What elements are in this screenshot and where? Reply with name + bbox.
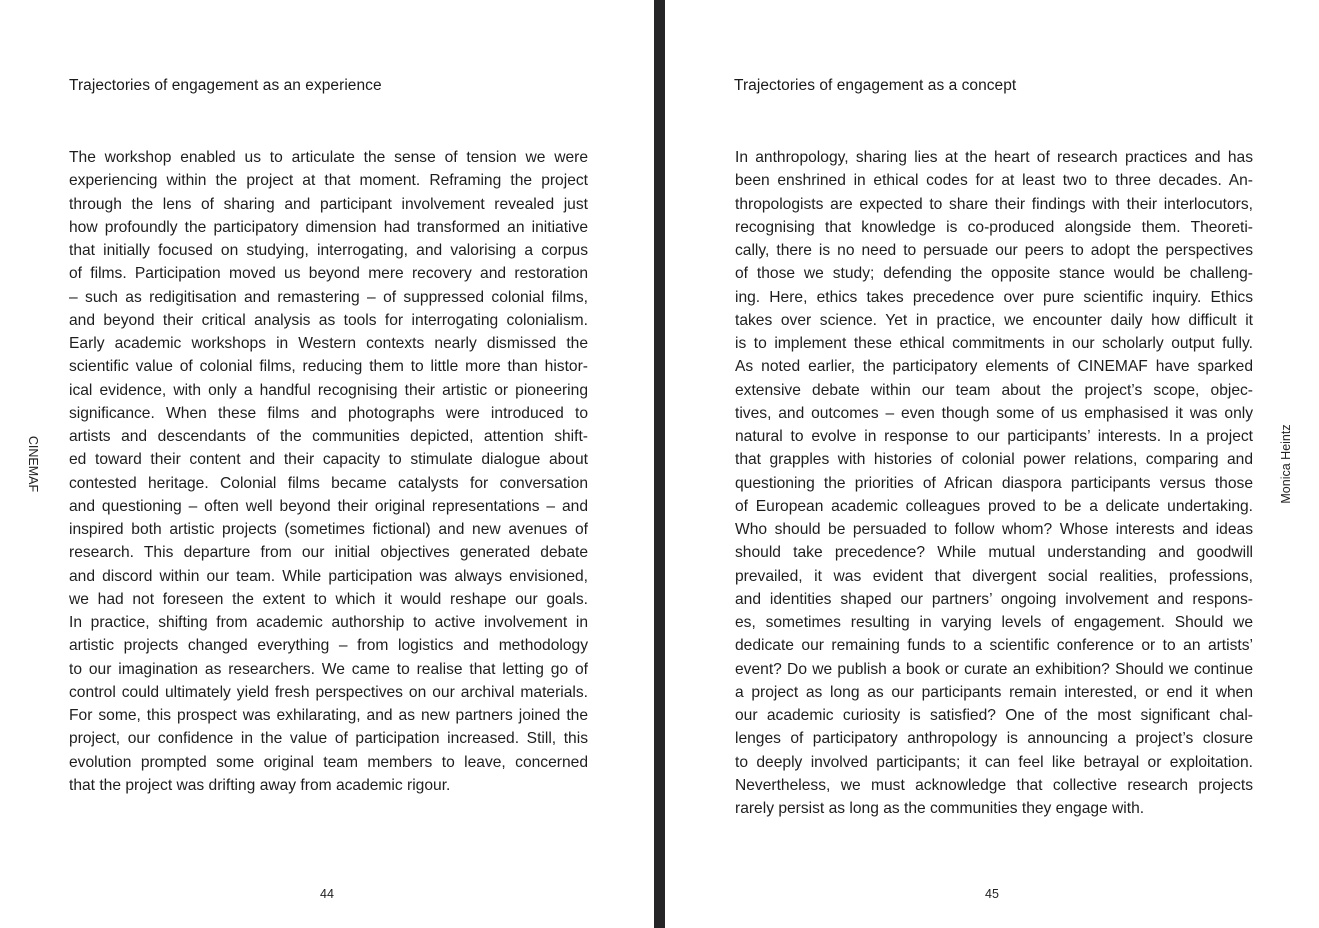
text-line: our academic curiosity is satisfied? One of the most significant chal- (735, 707, 1253, 724)
text-line: that the project was drifting away from academic rigour. (69, 776, 451, 794)
text-line: ing. Here, ethics takes precedence over pure scientific inquiry. Ethics (735, 288, 1253, 306)
text-line: es, sometimes resulting in varying levels of engagement. Should we (735, 614, 1253, 631)
text-line: control could ultimately yield fresh perspectives on our archival materials. (69, 683, 588, 701)
section-heading-experience: Trajectories of engagement as an experience (69, 77, 382, 94)
text-line: of films. Participation moved us beyond mere recovery and restoration (69, 265, 588, 283)
text-line: experiencing within the project at that moment. Reframing the project (69, 172, 588, 190)
page-number: 45 (985, 887, 999, 901)
text-line: The workshop enabled us to articulate the sense of tension we were (69, 149, 588, 166)
left-page (0, 0, 654, 928)
text-line: In practice, shifting from academic authorship to active involvement in (69, 614, 588, 631)
text-line: – such as redigitisation and remastering – of suppressed colonial films, (69, 288, 588, 306)
text-line: contested heritage. Colonial films became catalysts for conversation (69, 474, 588, 492)
text-line: and beyond their critical analysis as tools for interrogating colonialism. (69, 311, 588, 329)
text-line: questioning the priorities of African diaspora participants versus those (735, 474, 1253, 492)
text-line: Early academic workshops in Western contexts nearly dismissed the (69, 335, 588, 352)
text-line: how profoundly the participatory dimension had transformed an initiative (69, 218, 588, 236)
text-line: and questioning – often well beyond their original representations – and (69, 497, 588, 515)
text-line: a project as long as our participants remain interested, or end it when (735, 683, 1253, 701)
text-line: scientific value of colonial films, reducing them to little more than histor- (69, 358, 588, 376)
running-label-author: Monica Heintz (1279, 424, 1293, 504)
text-line: significance. When these films and photographs were introduced to (69, 404, 588, 422)
text-line: As noted earlier, the participatory elements of CINEMAF have sparked (735, 358, 1253, 376)
text-line: project, our confidence in the value of participation increased. Still, this (69, 730, 588, 748)
text-line: that initially focused on studying, interrogating, and valorising a corpus (69, 242, 588, 259)
text-line: natural to evolve in response to our participants’ interests. In a project (735, 428, 1253, 445)
body-paragraph (735, 146, 1253, 820)
text-line: lenges of participatory anthropology is announcing a project’s closure (735, 730, 1253, 748)
text-line: of those we study; defending the opposite stance would be challeng- (735, 265, 1253, 283)
running-label-project: CINEMAF (26, 435, 40, 493)
right-page (665, 0, 1319, 928)
text-line: should take precedence? While mutual understanding and goodwill (735, 544, 1253, 562)
text-line: artists and descendants of the communities depicted, attention shift- (69, 428, 588, 445)
text-line: takes over science. Yet in practice, we encounter daily how difficult it (735, 311, 1253, 329)
text-line: ical evidence, with only a handful recognising their artistic or pioneering (69, 381, 588, 399)
text-line: event? Do we publish a book or curate an exhibition? Should we continue (735, 660, 1253, 678)
text-line: to deeply involved participants; it can feel like betrayal or exploitation. (735, 753, 1253, 771)
text-line: In anthropology, sharing lies at the heart of research practices and has (735, 149, 1253, 166)
text-line: Nevertheless, we must acknowledge that collective research projects (735, 776, 1253, 794)
text-line: recognising that knowledge is co-produced alongside them. Theoreti- (735, 218, 1253, 236)
text-line: Who should be persuaded to follow whom? Whose interests and ideas (735, 521, 1253, 538)
body-paragraph (69, 146, 588, 797)
text-line: to our imagination as researchers. We came to realise that letting go of (69, 660, 588, 678)
text-line: of European academic colleagues proved to be a delicate undertaking. (735, 497, 1253, 515)
text-line: been enshrined in ethical codes for at least two to three decades. An- (735, 172, 1253, 190)
text-line: research. This departure from our initial objectives generated debate (69, 544, 588, 562)
text-line: ed toward their content and their capacity to stimulate dialogue about (69, 451, 588, 469)
text-line: tives, and outcomes – even though some of us emphasised it was only (735, 404, 1253, 422)
text-line: thropologists are expected to share their findings with their interlocutors, (735, 195, 1253, 213)
page-number: 44 (320, 887, 334, 901)
text-line: For some, this prospect was exhilarating, and as new partners joined the (69, 707, 588, 724)
text-line: prevailed, it was evident that divergent social realities, professions, (735, 567, 1253, 585)
text-line: and identities shaped our partners’ ongoing involvement and respons- (735, 590, 1253, 608)
text-line: inspired both artistic projects (sometimes fictional) and new avenues of (69, 521, 588, 538)
book-spine-divider (654, 0, 665, 928)
text-line: dedicate our remaining funds to a scientific conference or to an artists’ (735, 637, 1253, 655)
text-line: evolution prompted some original team members to leave, concerned (69, 753, 588, 771)
text-line: is to implement these ethical commitments in our scholarly output fully. (735, 335, 1253, 352)
text-line: through the lens of sharing and participant involvement revealed just (69, 195, 588, 213)
section-heading-concept: Trajectories of engagement as a concept (734, 77, 1017, 94)
text-line: we had not foreseen the extent to which it would reshape our goals. (69, 590, 588, 608)
text-line: that grapples with histories of colonial power relations, comparing and (735, 451, 1253, 469)
text-line: and discord within our team. While participation was always envisioned, (69, 567, 588, 585)
text-line: extensive debate within our team about the project’s scope, objec- (735, 381, 1253, 399)
text-line: artistic projects changed everything – from logistics and methodology (69, 637, 588, 655)
text-line: cally, there is no need to persuade our peers to adopt the perspectives (735, 242, 1253, 259)
text-line: rarely persist as long as the communities they engage with. (735, 800, 1145, 817)
